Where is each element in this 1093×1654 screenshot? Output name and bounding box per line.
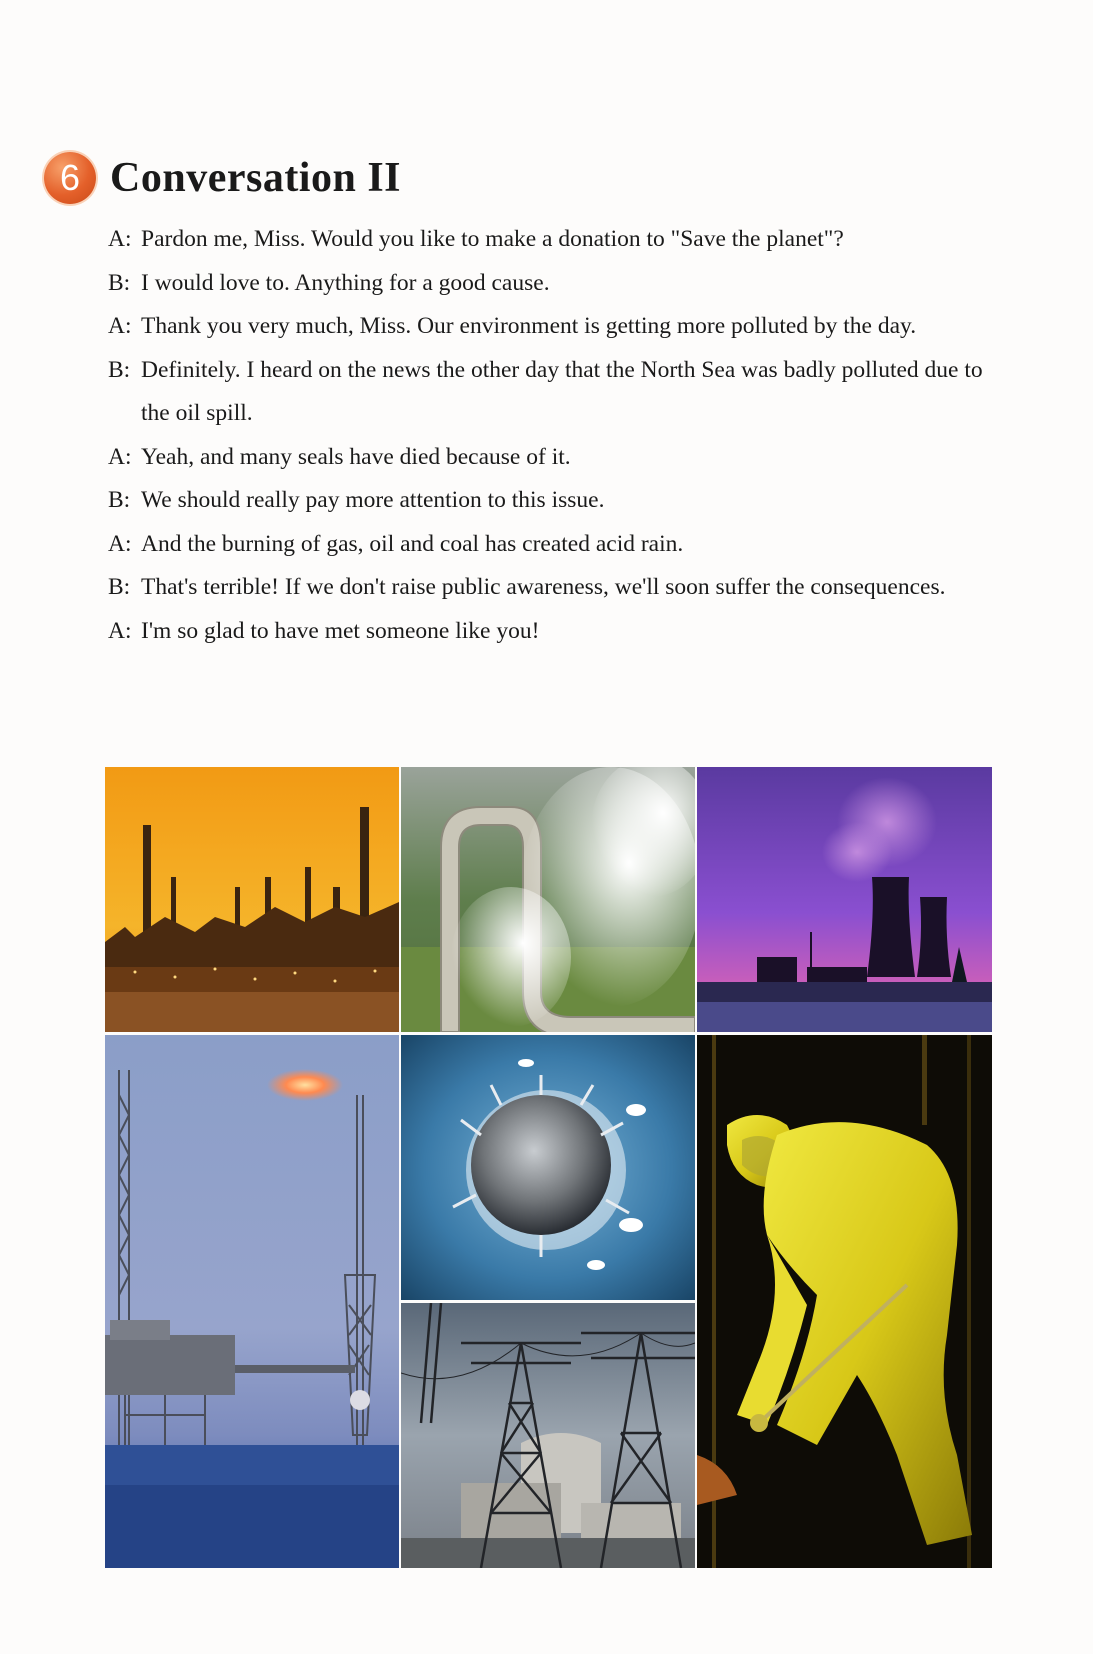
dialogue-text: Thank you very much, Miss. Our environment is getting more polluted by the day.: [141, 313, 917, 339]
dialogue-text: That's terrible! If we don't raise public awareness, we'll soon suffer the consequences.: [141, 574, 946, 600]
section-title: Conversation II: [110, 155, 402, 201]
speaker-label: A:: [108, 443, 132, 470]
speaker-label: A:: [108, 226, 132, 252]
refinery-sunset-photo: [105, 767, 399, 1032]
protective-suit-worker-photo: [697, 1035, 992, 1568]
speaker-label: A:: [108, 617, 132, 644]
dialogue-text: We should really pay more attention to this issue.: [141, 487, 605, 513]
section-header: [44, 152, 401, 204]
dialogue-line: [108, 305, 1008, 349]
dialogue-text: Yeah, and many seals have died because of it.: [141, 443, 571, 470]
offshore-rig-photo: [105, 1035, 399, 1568]
dialogue-text: Definitely. I heard on the news the other day that the North Sea was badly polluted due to the oil spill.: [141, 356, 983, 426]
dialogue: [108, 218, 1008, 653]
dialogue-text: Pardon me, Miss. Would you like to make a donation to "Save the planet"?: [141, 226, 844, 252]
dialogue-line: [108, 436, 1008, 480]
speaker-label: B:: [108, 356, 131, 383]
grid-divider: [105, 1032, 992, 1035]
speaker-label: A:: [108, 313, 132, 339]
dialogue-text: And the burning of gas, oil and coal has created acid rain.: [141, 530, 684, 557]
dialogue-text: I would love to. Anything for a good cause.: [141, 269, 550, 296]
city-globe-photo: [401, 1035, 695, 1300]
dialogue-line: [108, 349, 1008, 436]
speaker-label: B:: [108, 487, 131, 513]
dialogue-line: [108, 610, 1008, 654]
cooling-towers-photo: [697, 767, 992, 1032]
speaker-label: B:: [108, 269, 131, 296]
dialogue-text: I'm so glad to have met someone like you!: [141, 617, 540, 644]
dialogue-line: [108, 479, 1008, 523]
speaker-label: B:: [108, 574, 131, 600]
steam-pipe-photo: [401, 767, 695, 1032]
speaker-label: A:: [108, 530, 132, 557]
dialogue-line: [108, 262, 1008, 306]
dialogue-line: [108, 218, 1008, 262]
dialogue-line: [108, 523, 1008, 567]
pollution-photo-grid: [105, 767, 992, 1570]
power-pylons-photo: [401, 1303, 695, 1568]
dialogue-line: [108, 566, 1008, 610]
section-number-badge: 6: [44, 152, 96, 204]
